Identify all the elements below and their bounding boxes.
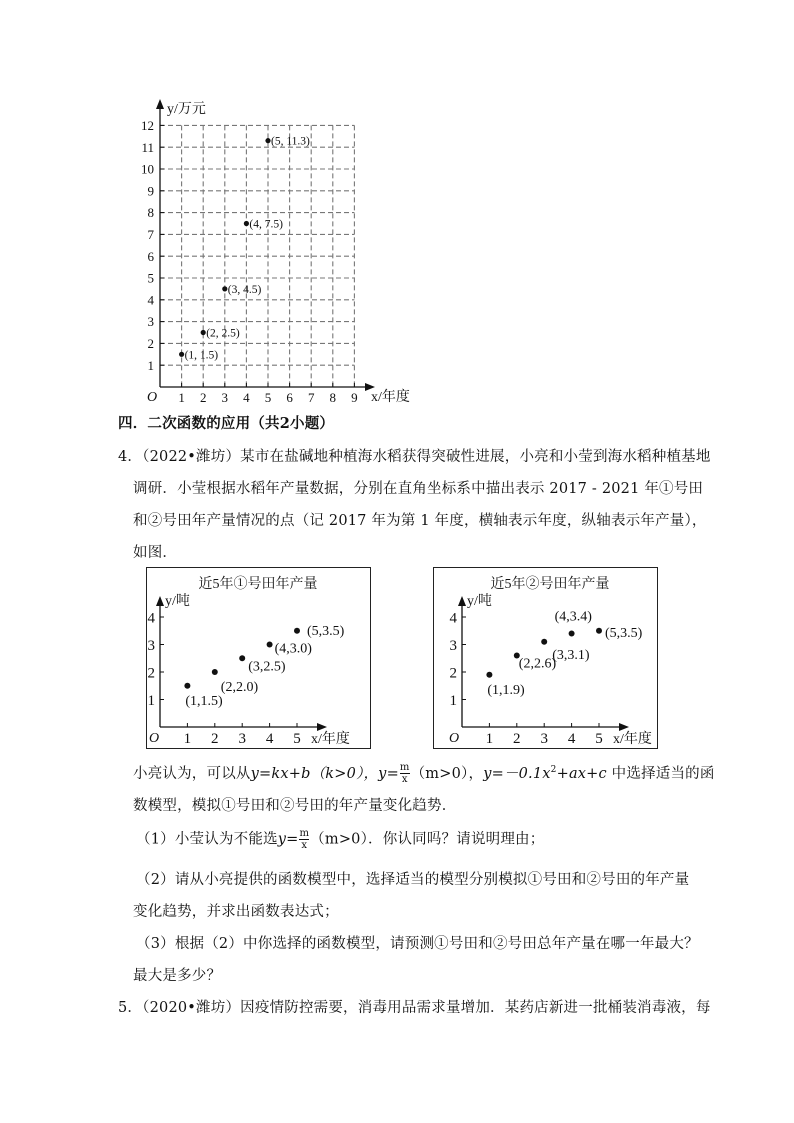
inverse-model-lhs: y= bbox=[378, 765, 399, 782]
x-tick-label: 1 bbox=[178, 390, 185, 405]
x-axis-arrow-icon bbox=[619, 723, 629, 731]
x-tick-label: 4 bbox=[265, 731, 274, 747]
exponent: 2 bbox=[550, 765, 557, 775]
y-tick-label: 1 bbox=[147, 357, 154, 373]
data-point bbox=[596, 628, 602, 634]
y-axis-arrow-icon bbox=[156, 99, 164, 109]
data-point bbox=[244, 221, 249, 226]
x-tick-label: 5 bbox=[293, 731, 301, 747]
axes bbox=[156, 596, 327, 731]
data-point bbox=[294, 628, 300, 634]
chart-field-1 bbox=[146, 567, 371, 749]
numerator: m bbox=[399, 762, 410, 774]
x-tick-label: 3 bbox=[238, 731, 246, 747]
data-points bbox=[184, 624, 344, 709]
data-points bbox=[486, 610, 642, 698]
chart-revenue-grid bbox=[130, 90, 420, 410]
data-point bbox=[222, 286, 227, 291]
model-tail: 中选择适当的函 bbox=[606, 765, 715, 782]
question-4-line-4: 如图． bbox=[133, 545, 178, 561]
question-source: （2020•潍坊） bbox=[142, 1000, 241, 1016]
denominator: x bbox=[301, 840, 308, 851]
y-tick-label: 3 bbox=[147, 314, 154, 330]
data-point-label: (2,2.6) bbox=[518, 656, 557, 672]
y-tick-label: 2 bbox=[147, 665, 155, 682]
inverse-model-fraction bbox=[400, 762, 410, 785]
subquestion-2-line-2: 变化趋势，并求出函数表达式； bbox=[133, 904, 339, 920]
x-tick-label: 5 bbox=[595, 731, 603, 747]
y-tick-label: 4 bbox=[147, 610, 155, 627]
y-tick-label: 8 bbox=[147, 205, 154, 221]
x-tick-label: 1 bbox=[485, 731, 494, 747]
y-axis-label: y/吨 bbox=[467, 594, 492, 609]
origin-label: O bbox=[149, 731, 160, 746]
x-axis-label: x/年度 bbox=[311, 732, 350, 747]
data-point-label: (5,3.5) bbox=[605, 625, 643, 641]
x-tick-label: 2 bbox=[513, 731, 521, 747]
data-point-label: (2, 2.5) bbox=[206, 327, 240, 340]
origin-label: O bbox=[147, 390, 158, 405]
x-axis-label: x/年度 bbox=[613, 732, 652, 747]
data-point-label: (5,3.5) bbox=[307, 623, 345, 639]
x-tick-label: 4 bbox=[243, 390, 250, 405]
question-5-line-1 bbox=[118, 998, 711, 1018]
data-point-label: (4, 7.5) bbox=[249, 218, 283, 231]
subquestion-1 bbox=[136, 828, 544, 851]
y-tick-label: 5 bbox=[147, 270, 154, 286]
data-point-label: (2,2.0) bbox=[220, 680, 259, 695]
x-tick-label: 6 bbox=[286, 390, 293, 405]
subquestion-1-prefix: （1）小莹认为不能选 bbox=[136, 831, 278, 848]
inverse-model-lhs: y= bbox=[277, 831, 299, 848]
linear-model: y=kx+b（k>0）， bbox=[250, 765, 379, 782]
data-point bbox=[541, 639, 547, 645]
x-tick-label: 7 bbox=[307, 390, 315, 405]
data-point-label: (3,2.5) bbox=[248, 659, 286, 675]
y-tick-label: 3 bbox=[147, 637, 155, 654]
section-heading: 四．二次函数的应用（共2小题） bbox=[118, 415, 335, 432]
x-tick-label: 9 bbox=[351, 390, 358, 405]
inverse-model-fraction bbox=[299, 828, 309, 851]
y-axis-label: y/吨 bbox=[165, 594, 190, 609]
chart-field-2 bbox=[433, 567, 658, 749]
model-options-line bbox=[133, 760, 715, 785]
x-axis-arrow-icon bbox=[317, 723, 327, 731]
data-point-label: (1,1.5) bbox=[185, 693, 223, 709]
y-tick-label: 6 bbox=[147, 248, 154, 264]
y-tick-label: 10 bbox=[141, 161, 154, 177]
data-point bbox=[265, 138, 270, 143]
chart-title: 近5年②号田年产量 bbox=[490, 577, 610, 592]
subquestion-2-line-1: （2）请从小亮提供的函数模型中，选择适当的模型分别模拟①号田和②号田的年产量 bbox=[136, 872, 690, 888]
x-tick-label: 3 bbox=[221, 390, 229, 405]
question-number: 5． bbox=[118, 1000, 143, 1016]
x-axis-label: x/年度 bbox=[371, 390, 410, 405]
data-point-label: (5, 11.3) bbox=[271, 135, 310, 148]
y-tick-label: 2 bbox=[147, 335, 154, 351]
origin-label: O bbox=[449, 731, 460, 746]
question-4-line-2: 调研．小莹根据水稻年产量数据，分别在直角坐标系中描出表示 2017 - 2021 年①号田 bbox=[133, 481, 704, 497]
data-point bbox=[267, 642, 273, 648]
data-point-label: (1, 1.5) bbox=[184, 349, 219, 362]
data-point bbox=[184, 683, 190, 689]
data-point-label: (4,3.0) bbox=[274, 641, 312, 657]
y-tick-label: 9 bbox=[147, 183, 154, 199]
question-4-line-1 bbox=[118, 447, 711, 467]
y-tick-label: 4 bbox=[449, 610, 457, 627]
x-tick-label: 5 bbox=[264, 390, 272, 405]
y-axis-label: y/万元 bbox=[167, 102, 206, 117]
y-tick-label: 4 bbox=[147, 292, 154, 308]
y-tick-label: 1 bbox=[449, 692, 457, 709]
subquestion-1-rest: （m>0）．你认同吗？请说明理由； bbox=[310, 831, 545, 848]
x-tick-label: 1 bbox=[183, 731, 192, 747]
subquestion-3-line-1: （3）根据（2）中你选择的函数模型，请预测①号田和②号田总年产量在哪一年最大？ bbox=[136, 936, 699, 952]
y-tick-label: 12 bbox=[141, 117, 154, 133]
data-point bbox=[486, 672, 492, 678]
x-tick-label: 3 bbox=[540, 731, 548, 747]
question-source: （2022•潍坊） bbox=[142, 449, 241, 465]
question-number: 4． bbox=[118, 449, 143, 465]
y-axis-arrow-icon bbox=[156, 596, 164, 606]
y-tick-label: 3 bbox=[449, 637, 457, 654]
x-tick-label: 4 bbox=[567, 731, 576, 747]
x-tick-label: 2 bbox=[199, 390, 207, 405]
data-point-label: (3,3.1) bbox=[552, 647, 590, 663]
chart-title: 近5年①号田年产量 bbox=[198, 577, 318, 592]
data-point bbox=[569, 631, 575, 637]
data-point bbox=[212, 669, 218, 675]
tick-labels bbox=[141, 118, 358, 405]
denominator: x bbox=[401, 774, 408, 786]
question-4-line-3: 和②号田年产量情况的点（记 2017 年为第 1 年度，横轴表示年度，纵轴表示年产量）， bbox=[133, 513, 707, 529]
quadratic-model: y=－0.1x bbox=[483, 765, 551, 782]
y-axis-arrow-icon bbox=[458, 596, 466, 606]
question-4-line-6: 数模型，模拟①号田和②号田的年产量变化趋势． bbox=[133, 798, 457, 814]
inverse-model-condition: （m>0）， bbox=[410, 765, 484, 782]
data-point bbox=[179, 352, 184, 357]
question-text: 某市在盐碱地种植海水稻获得突破性进展，小亮和小莹到海水稻种植基地 bbox=[240, 449, 711, 465]
numerator: m bbox=[299, 828, 310, 839]
x-tick-label: 8 bbox=[329, 390, 337, 405]
data-point bbox=[239, 655, 245, 661]
quadratic-model-rest: +ax+c bbox=[556, 765, 607, 782]
grid-lines bbox=[160, 125, 354, 387]
data-point-label: (1,1.9) bbox=[487, 682, 525, 698]
question-text: 因疫情防控需要，消毒用品需求量增加．某药店新进一批桶装消毒液，每 bbox=[240, 1000, 711, 1016]
data-point-label: (4,3.4) bbox=[554, 609, 592, 625]
axes bbox=[156, 99, 375, 391]
y-tick-label: 2 bbox=[449, 665, 457, 682]
data-point-label: (3, 4.5) bbox=[227, 283, 262, 296]
y-tick-label: 7 bbox=[147, 226, 154, 242]
y-tick-label: 11 bbox=[141, 139, 154, 155]
x-tick-label: 2 bbox=[211, 731, 219, 747]
y-tick-label: 1 bbox=[147, 692, 155, 709]
subquestion-3-line-2: 最大是多少？ bbox=[133, 968, 222, 984]
data-point bbox=[201, 330, 206, 335]
model-intro: 小亮认为，可以从 bbox=[133, 765, 251, 782]
